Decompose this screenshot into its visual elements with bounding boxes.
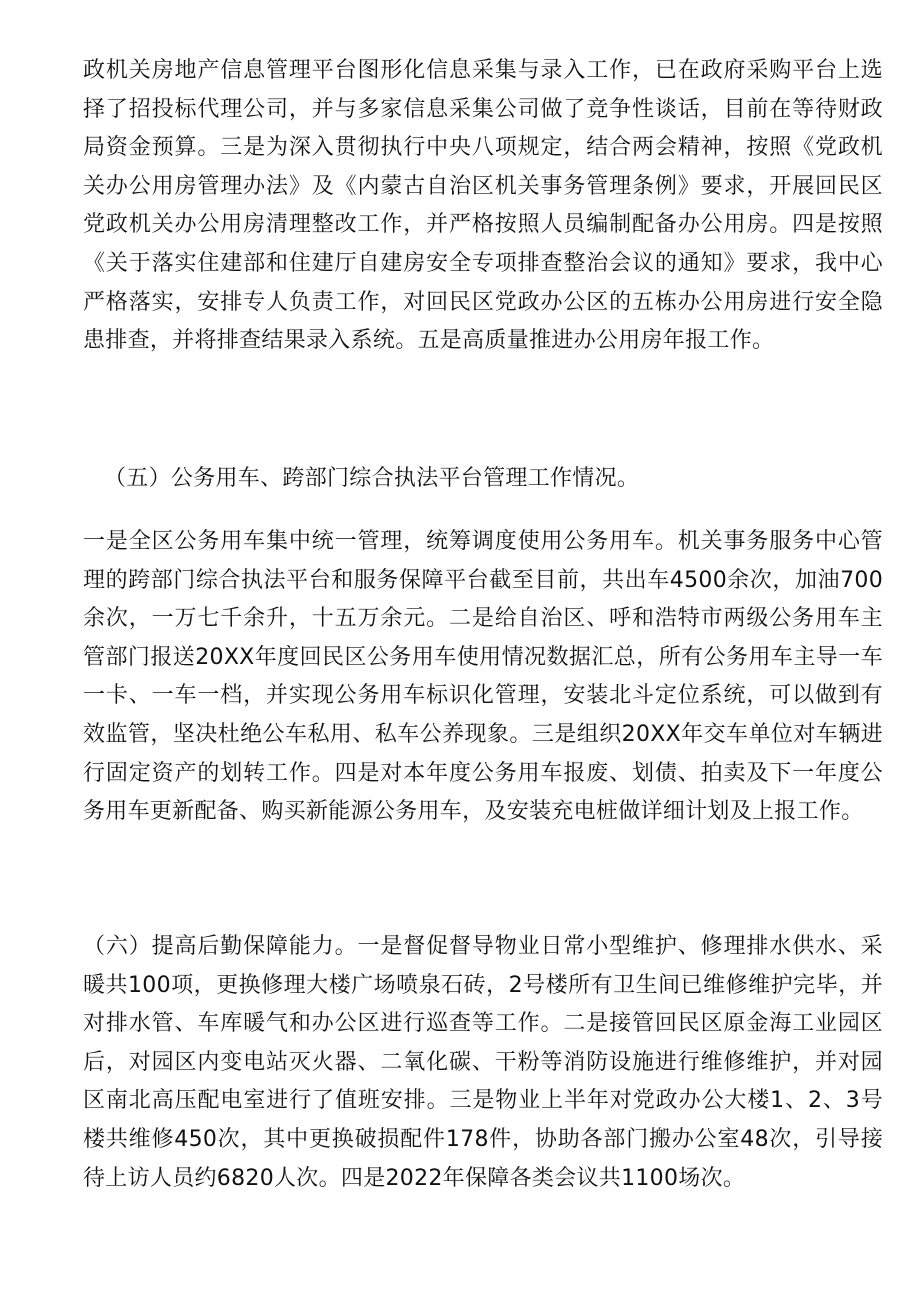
paragraph-official-vehicles: 一是全区公务用车集中统一管理，统筹调度使用公务用车。机关事务服务中心管理的跨部门综合执法平台和服务保障平台截至目前，共出车4500余次，加油700余次，一万七千余升，十五万余元。二是给自治区、呼和浩特市两级公务用车主管部门报送20XX年度回民区公务用车使用情况数据汇总，所有公务用车主导一车一卡、一车一档，并实现公务用车标识化管理，安装北斗定位系统，可以做到有效监管，坚决杜绝公车私用、私车公养现象。三是组织20XX年交车单位对车辆进行固定资产的划转工作。四是对本年度公务用车报废、划债、拍卖及下一年度公务用车更新配备、购买新能源公务用车，及安装充电桩做详细计划及上报工作。 <box>83 529 883 825</box>
section-heading-official-vehicles: （五）公务用车、跨部门综合执法平台管理工作情况。 <box>104 466 640 491</box>
paragraph-logistics-support: （六）提高后勤保障能力。一是督促督导物业日常小型维护、修理排水供水、采暖共100项，更换修理大楼广场喷泉石砖，2号楼所有卫生间已维修维护完毕，并对排水管、车库暖气和办公区进行巡查等工作。二是接管回民区原金海工业园区后，对园区内变电站灭火器、二氧化碳、干粉等消防设施进行维修维护，并对园区南北高压配电室进行了值班安排。三是物业上半年对党政办公大楼1、2、3号楼共维修450次，其中更换破损配件178件，协助各部门搬办公室48次，引导接待上访人员约6820人次。四是2022年保障各类会议共1100场次。 <box>83 934 883 1191</box>
paragraph-office-housing: 政机关房地产信息管理平台图形化信息采集与录入工作，已在政府采购平台上选择了招投标代理公司，并与多家信息采集公司做了竞争性谈话，目前在等待财政局资金预算。三是为深入贯彻执行中央八项规定，结合两会精神，按照《党政机关办公用房管理办法》及《内蒙古自治区机关事务管理条例》要求，开展回民区党政机关办公用房清理整改工作，并严格按照人员编制配备办公用房。四是按照《关于落实住建部和住建厅自建房安全专项排查整治会议的通知》要求，我中心严格落实，安排专人负责工作，对回民区党政办公区的五栋办公用房进行安全隐患排查，并将排查结果录入系统。五是高质量推进办公用房年报工作。 <box>83 58 883 354</box>
